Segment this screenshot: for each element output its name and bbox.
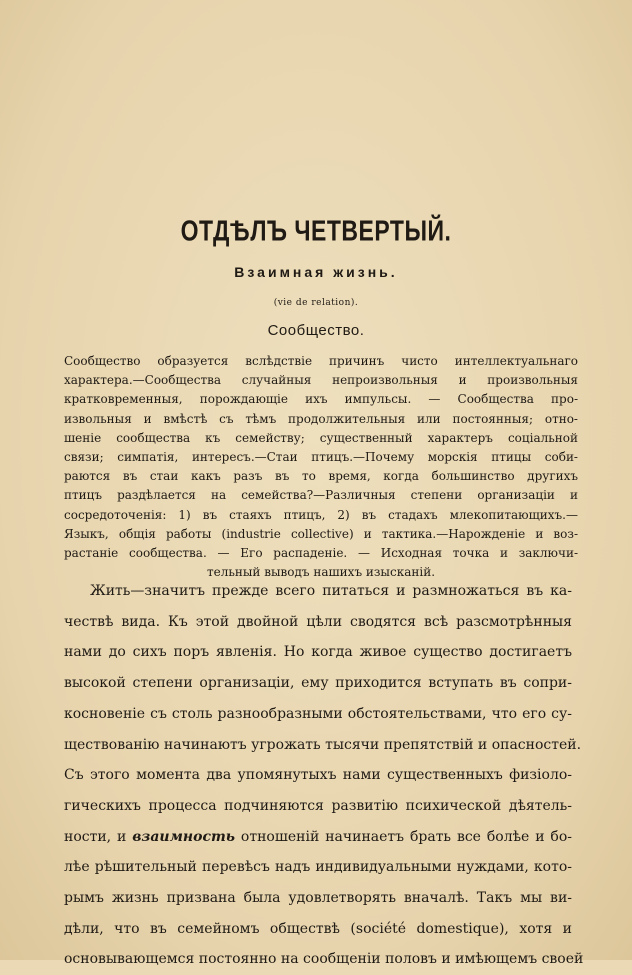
body-line: чествѣ вида. Къ этой двойной цѣли сводятся всѣ разсмотрѣнныя — [64, 613, 572, 630]
body-line: ществованію начинаютъ угрожать тысячи препятствій и опасностей. — [64, 736, 582, 753]
body-line-start: ности, и — [64, 828, 133, 845]
subtitle-note: (vie de relation). — [273, 298, 359, 308]
summary-line: характера.—Сообщества случайныя непроизвольныя и произвольныя — [64, 373, 578, 388]
summary-line: извольныя и вмѣстѣ съ тѣмъ продолжительныя или постоянныя; отно- — [64, 411, 578, 426]
body-line: основывающемся постоянно на сообщеніи половъ и имѣющемъ своей — [64, 951, 584, 968]
summary-line: раются въ стаи какъ разъ въ то время, когда большинство другихъ — [64, 469, 578, 484]
summary-line: шеніе сообщества къ семейству; существенный характеръ соціальной — [64, 430, 578, 445]
summary-line: сосредоточенія: 1) въ стаяхъ птицъ, 2) въ стадахъ млекопитающихъ.— — [64, 507, 578, 522]
body-line: косновеніе съ столь разнообразными обстоятельствами, что его су- — [64, 705, 572, 722]
body-line: высокой степени организаціи, ему приходится вступать въ сопри- — [64, 675, 572, 692]
summary-line: кратковременныя, порождающіе ихъ импульсы. — Сообщества про- — [64, 392, 578, 407]
emphasis-word: взаимность — [132, 828, 236, 845]
body-line-end: отношеній начинаетъ брать все болѣе и бо- — [235, 828, 573, 845]
body-line: Съ этого момента два упомянутыхъ нами существенныхъ физіоло- — [64, 767, 572, 784]
summary-line: связи; симпатія, интересъ.—Стаи птицъ.—Почему морскія птицы соби- — [64, 450, 578, 465]
body-line: Жить—значитъ прежде всего питаться и размножаться въ ка- — [90, 583, 572, 599]
summary-line: растаніе сообщества. — Его распаденіе. — Исходная точка и заключи- — [64, 546, 578, 561]
summary-line: Сообщество образуется вслѣдствіе причинъ чисто интеллектуальнаго — [64, 354, 578, 368]
body-line-with-emphasis — [64, 822, 572, 853]
chapter-summary — [64, 352, 578, 582]
summary-line: тельный выводъ нашихъ изысканій. — [206, 565, 436, 580]
body-line: дѣли, что въ семейномъ обществѣ (société domestique), хотя и — [64, 920, 572, 937]
body-line: нами до сихъ поръ явленія. Но когда живое существо достигаетъ — [64, 644, 572, 661]
chapter-subtitle: Взаимная жизнь. — [234, 264, 398, 280]
section-title: Сообщество. — [267, 322, 365, 339]
body-line: гическихъ процесса подчиняются развитію психической дѣятель- — [64, 797, 572, 814]
body-line: рымъ жизнь призвана была удовлетворять вначалѣ. Такъ мы ви- — [64, 890, 572, 907]
body-line: лѣе рѣшительный перевѣсъ надъ индивидуальными нуждами, кото- — [64, 859, 572, 876]
chapter-title: ОТДѢЛЪ ЧЕТВЕРТЫЙ. — [180, 214, 452, 247]
summary-line: птицъ раздѣлается на семейства?—Различныя степени организаціи и — [64, 488, 578, 503]
body-text — [64, 576, 584, 975]
summary-line: Языкъ, общія работы (industrie collective) и тактика.—Нарожденіе и воз- — [64, 526, 578, 541]
